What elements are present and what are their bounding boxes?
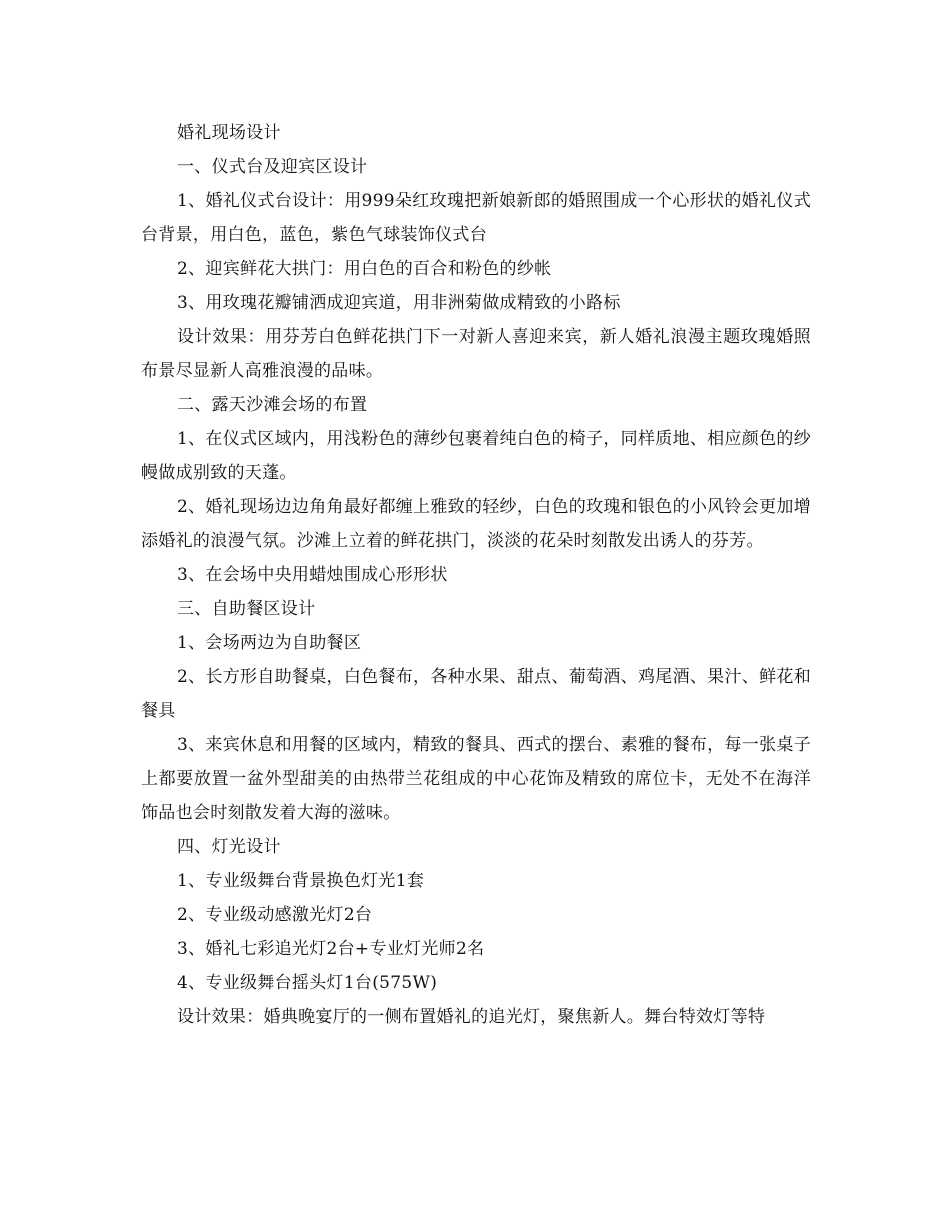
document-title: 婚礼现场设计 <box>177 123 281 143</box>
paragraph: 3、婚礼七彩追光灯2台+专业灯光师2名 <box>177 939 485 959</box>
section-heading-1: 一、仪式台及迎宾区设计 <box>177 157 368 177</box>
section-heading-4: 四、灯光设计 <box>177 837 281 857</box>
paragraph: 4、专业级舞台摇头灯1台(575W) <box>177 973 438 993</box>
paragraph: 1、婚礼仪式台设计：用999朵红玫瑰把新娘新郎的婚照围成一个心形状的婚礼仪式台背景，用白色，蓝色，紫色气球装饰仪式台 <box>141 191 811 245</box>
paragraph: 设计效果：用芬芳白色鲜花拱门下一对新人喜迎来宾，新人婚礼浪漫主题玫瑰婚照布景尽显新人高雅浪漫的品味。 <box>141 327 811 381</box>
paragraph: 3、在会场中央用蜡烛围成心形形状 <box>177 565 448 585</box>
paragraph: 2、婚礼现场边边角角最好都缠上雅致的轻纱，白色的玫瑰和银色的小风铃会更加增添婚礼的浪漫气氛。沙滩上立着的鲜花拱门，淡淡的花朵时刻散发出诱人的芬芳。 <box>141 497 811 551</box>
paragraph: 3、用玫瑰花瓣铺洒成迎宾道，用非洲菊做成精致的小路标 <box>177 293 621 313</box>
paragraph: 2、长方形自助餐桌，白色餐布，各种水果、甜点、葡萄酒、鸡尾酒、果汁、鲜花和餐具 <box>141 667 811 721</box>
document-body <box>141 116 811 1034</box>
paragraph: 1、在仪式区域内，用浅粉色的薄纱包裹着纯白色的椅子，同样质地、相应颜色的纱幔做成别致的天蓬。 <box>141 429 811 483</box>
paragraph: 1、专业级舞台背景换色灯光1套 <box>177 871 425 891</box>
paragraph: 2、专业级动感激光灯2台 <box>177 905 373 925</box>
paragraph: 2、迎宾鲜花大拱门：用白色的百合和粉色的纱帐 <box>177 259 552 279</box>
paragraph: 3、来宾休息和用餐的区域内，精致的餐具、西式的摆台、素雅的餐布，每一张桌子上都要放置一盆外型甜美的由热带兰花组成的中心花饰及精致的席位卡，无处不在海洋饰品也会时刻散发着大海的滋味。 <box>141 735 811 823</box>
paragraph: 设计效果：婚典晚宴厅的一侧布置婚礼的追光灯，聚焦新人。舞台特效灯等特 <box>177 1007 766 1027</box>
paragraph: 1、会场两边为自助餐区 <box>177 633 362 653</box>
section-heading-2: 二、露天沙滩会场的布置 <box>177 395 368 415</box>
section-heading-3: 三、自助餐区设计 <box>177 599 316 619</box>
